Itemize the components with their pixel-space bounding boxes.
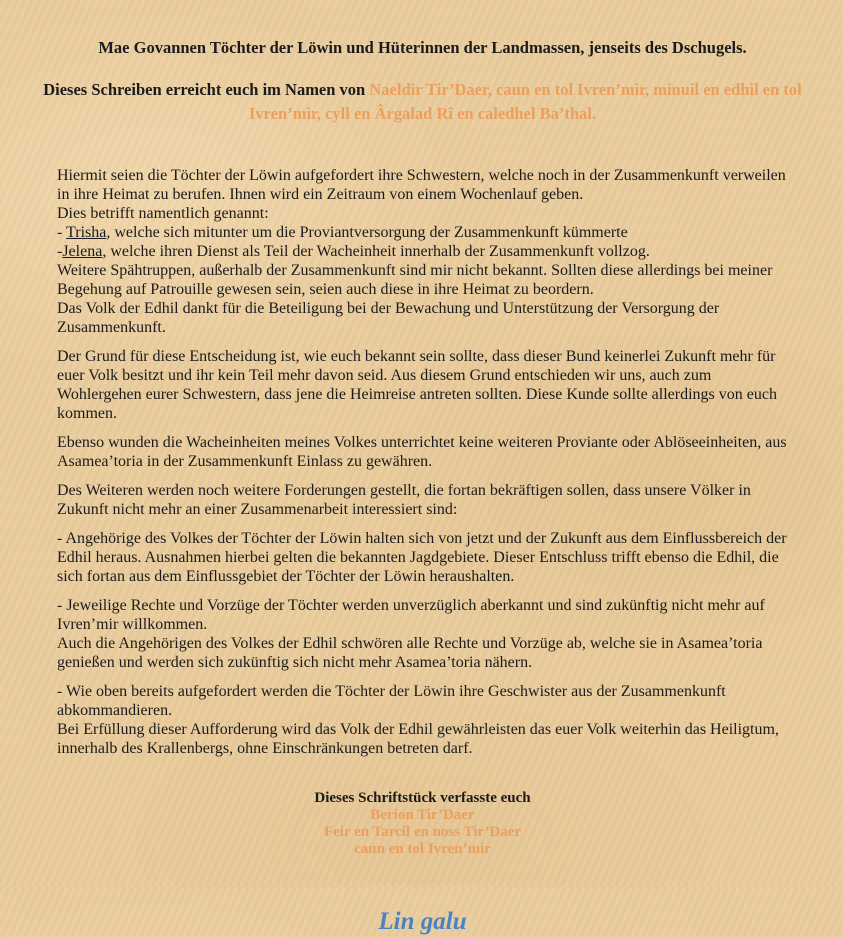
text-segment: - xyxy=(57,224,67,241)
paragraph xyxy=(57,682,788,758)
letter-footer xyxy=(57,790,788,937)
body-line xyxy=(57,347,788,423)
body-line xyxy=(57,433,788,471)
signatories xyxy=(57,807,788,858)
paragraph xyxy=(57,166,788,337)
text-segment: Hiermit seien die Töchter der Löwin aufgefordert ihre Schwestern, welche noch in der Zusammenkunft verweilen in ihre Heimat zu berufen. Ihnen wird ein Zeitraum von einem Wochenlauf geben. xyxy=(57,167,786,203)
paragraph xyxy=(57,596,788,672)
closing-line: Dieses Schriftstück verfasste euch xyxy=(314,790,531,806)
text-segment: - Jeweilige Rechte und Vorzüge der Töchter werden unverzüglich aberkannt und sind zukünftig nicht mehr auf Ivren’mir willkommen. xyxy=(57,597,765,633)
salutation-prefix: Dieses Schreiben erreicht euch im Namen von xyxy=(43,80,370,99)
text-segment: - Angehörige des Volkes der Töchter der Löwin halten sich von jetzt und der Zukunft aus dem Einflussbereich der Edhil heraus. Ausnahmen hierbei gelten die bekannten Jagdgebiete. Dieser Entschluss trifft ebenso die Edhil, die sich fortan aus dem Einflussgebiet der Töchter der Löwin heraushalten. xyxy=(57,530,787,585)
salutation-heading xyxy=(40,78,805,126)
body-line xyxy=(57,261,788,299)
paragraph xyxy=(57,347,788,423)
greeting-heading: Mae Govannen Töchter der Löwin und Hüterinnen der Landmassen, jenseits des Dschugels. xyxy=(98,38,747,57)
signatory-line: caun en tol Ivren’mir xyxy=(354,841,491,857)
body-line xyxy=(57,223,788,242)
text-segment: Bei Erfüllung dieser Aufforderung wird das Volk der Edhil gewährleisten das euer Volk weiterhin das Heiligtum, innerhalb des Krallenbergs, ohne Einschränkungen betreten darf. xyxy=(57,721,779,757)
body-line xyxy=(57,529,788,586)
body-line xyxy=(57,596,788,634)
body-line xyxy=(57,242,788,261)
text-segment: , welche ihren Dienst als Teil der Wacheinheit innerhalb der Zusammenkunft vollzog. xyxy=(102,243,650,260)
text-segment: Der Grund für diese Entscheidung ist, wie euch bekannt sein sollte, dass dieser Bund keinerlei Zukunft mehr für euer Volk besitzt und ihr kein Teil mehr davon seid. Aus diesem Grund entschieden wir uns, auch zum Wohlergehen eurer Schwestern, dass jene die Heimreise antreten sollten. Diese Kunde sollte allerdings von euch kommen. xyxy=(57,348,777,422)
farewell-text: Lin galu xyxy=(378,908,467,935)
paragraph xyxy=(57,529,788,586)
body-line xyxy=(57,166,788,204)
letter-body xyxy=(57,166,788,758)
text-segment: Dies betrifft namentlich genannt: xyxy=(57,205,269,222)
text-segment: Ebenso wunden die Wacheinheiten meines Volkes unterrichtet keine weiteren Proviante oder Ablöseeinheiten, aus Asamea’toria in der Zusammenkunft Einlass zu gewähren. xyxy=(57,434,787,470)
body-line xyxy=(57,299,788,337)
text-segment: Auch die Angehörigen des Volkes der Edhil schwören alle Rechte und Vorzüge ab, welche sie in Asamea’toria genießen und werden sich zukünftig sich nicht mehr Asamea’toria nähern. xyxy=(57,635,763,671)
text-segment: - Wie oben bereits aufgefordert werden die Töchter der Löwin ihre Geschwister aus der Zusammenkunft abkommandieren. xyxy=(57,683,726,719)
body-line xyxy=(57,481,788,519)
text-segment: Weitere Spähtruppen, außerhalb der Zusammenkunft sind mir nicht bekannt. Sollten diese allerdings bei meiner Begehung auf Patrouille gewesen sein, seien auch diese in ihre Heimat zu beordern. xyxy=(57,262,773,298)
person-name: Trisha xyxy=(66,224,107,241)
paragraph xyxy=(57,481,788,519)
salutation-name: Naeldir Tir’Daer, caun en tol Ivren’mir, minuil en edhil en tol Ivren’mir, cyll en Ârgalad Rî en caledhel Ba’thal. xyxy=(249,80,802,123)
text-segment: Des Weiteren werden noch weitere Forderungen gestellt, die fortan bekräftigen sollen, dass unsere Völker in Zukunft nicht mehr an einer Zusammenarbeit interessiert sind: xyxy=(57,482,751,518)
text-segment: Das Volk der Edhil dankt für die Beteiligung bei der Bewachung und Unterstützung der Versorgung der Zusammenkunft. xyxy=(57,300,720,336)
text-segment: - xyxy=(57,243,63,260)
body-line xyxy=(57,634,788,672)
signatory-line: Feir en Tarcil en noss Tir’Daer xyxy=(323,824,522,840)
body-line xyxy=(57,720,788,758)
body-line xyxy=(57,204,788,223)
person-name: Jelena xyxy=(62,243,103,260)
body-line xyxy=(57,682,788,720)
text-segment: , welche sich mitunter um die Proviantversorgung der Zusammenkunft kümmerte xyxy=(106,224,628,241)
signatory-line: Berion Tir’Daer xyxy=(370,807,475,823)
paragraph xyxy=(57,433,788,471)
